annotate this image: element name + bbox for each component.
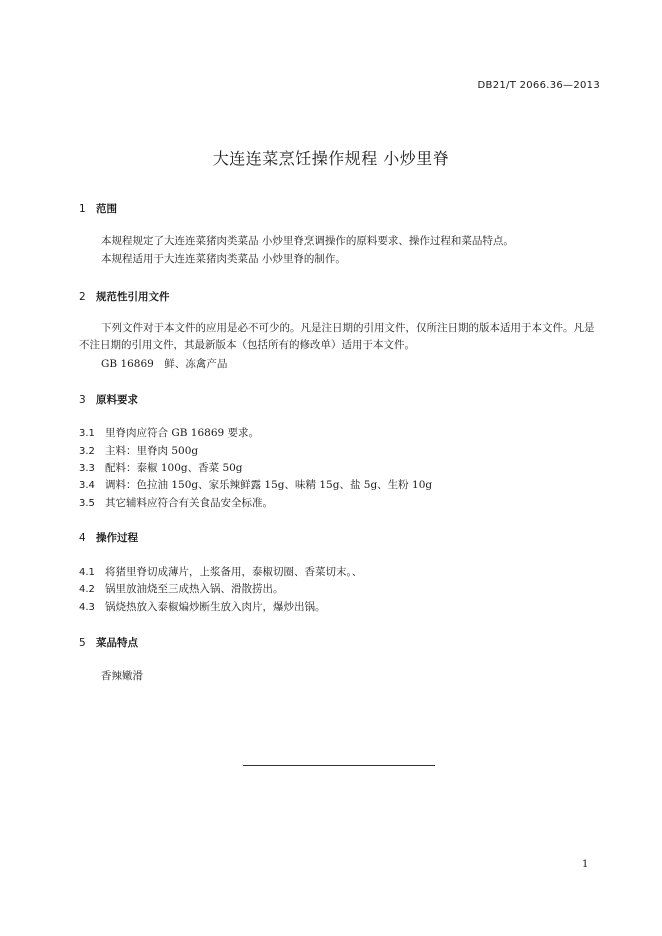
- section-2-heading: [79, 289, 170, 304]
- section-number: 5: [79, 637, 86, 649]
- clause-number: 3.3: [79, 463, 95, 474]
- section-5-heading: [79, 635, 138, 650]
- clause-3-2: [79, 443, 198, 458]
- section-3-heading: [79, 392, 138, 407]
- clause-4-1: [79, 564, 362, 579]
- section-1-paragraph-1: 本规程规定了大连连菜猪肉类菜品 小炒里脊烹调操作的原料要求、操作过程和菜品特点。: [101, 235, 514, 247]
- clause-number: 4.1: [79, 567, 95, 578]
- clause-text: 主料：里脊肉 500g: [105, 445, 199, 457]
- document-code: DB21/T 2066.36—2013: [477, 80, 600, 91]
- clause-3-1: [79, 425, 259, 440]
- section-4-heading: [79, 530, 138, 545]
- section-title: 操作过程: [96, 532, 138, 544]
- clause-text: 里脊肉应符合 GB 16869 要求。: [105, 427, 260, 439]
- section-number: 4: [79, 532, 86, 544]
- clause-3-4: [79, 477, 432, 492]
- clause-4-2: [79, 581, 284, 596]
- normative-reference: GB 16869 鲜、冻禽产品: [101, 358, 228, 370]
- clause-3-5: [79, 495, 273, 510]
- clause-text: 锅里放油烧至三成热入锅、滑散捞出。: [105, 583, 284, 595]
- document-title: 大连连菜烹饪操作规程 小炒里脊: [212, 149, 450, 168]
- clause-4-3: [79, 599, 326, 614]
- section-title: 范围: [96, 203, 117, 215]
- section-1-heading: [79, 201, 117, 216]
- section-2-paragraph: 下列文件对于本文件的应用是必不可少的。凡是注日期的引用文件，仅所注日期的版本适用于本文件。凡是不注日期的引用文件，其最新版本（包括所有的修改单）适用于本文件。: [79, 322, 595, 351]
- clause-number: 4.2: [79, 584, 95, 595]
- clause-number: 3.5: [79, 498, 95, 509]
- clause-number: 3.1: [79, 428, 95, 439]
- section-title: 菜品特点: [96, 637, 138, 649]
- clause-number: 3.4: [79, 480, 95, 491]
- clause-3-3: [79, 460, 243, 475]
- clause-text: 锅烧热放入泰椒煸炒断生放入肉片，爆炒出锅。: [105, 601, 326, 613]
- end-rule: [243, 765, 435, 766]
- dish-characteristics: 香辣嫩滑: [101, 670, 143, 682]
- clause-text: 调料：色拉油 150g、家乐辣鲜露 15g、味精 15g、盐 5g、生粉 10g: [105, 479, 433, 491]
- clause-number: 3.2: [79, 446, 95, 457]
- section-title: 规范性引用文件: [96, 291, 170, 303]
- section-number: 3: [79, 394, 86, 406]
- clause-number: 4.3: [79, 602, 95, 613]
- clause-text: 其它辅料应符合有关食品安全标准。: [105, 497, 273, 509]
- clause-text: 将猪里脊切成薄片，上浆备用，泰椒切圈、香菜切末。、: [105, 566, 363, 578]
- clause-text: 配料：泰椒 100g、香菜 50g: [105, 462, 243, 474]
- section-1-paragraph-2: 本规程适用于大连连菜猪肉类菜品 小炒里脊的制作。: [101, 253, 346, 265]
- section-number: 2: [79, 291, 86, 303]
- section-number: 1: [79, 203, 86, 215]
- page-number: 1: [582, 859, 589, 870]
- section-title: 原料要求: [96, 394, 138, 406]
